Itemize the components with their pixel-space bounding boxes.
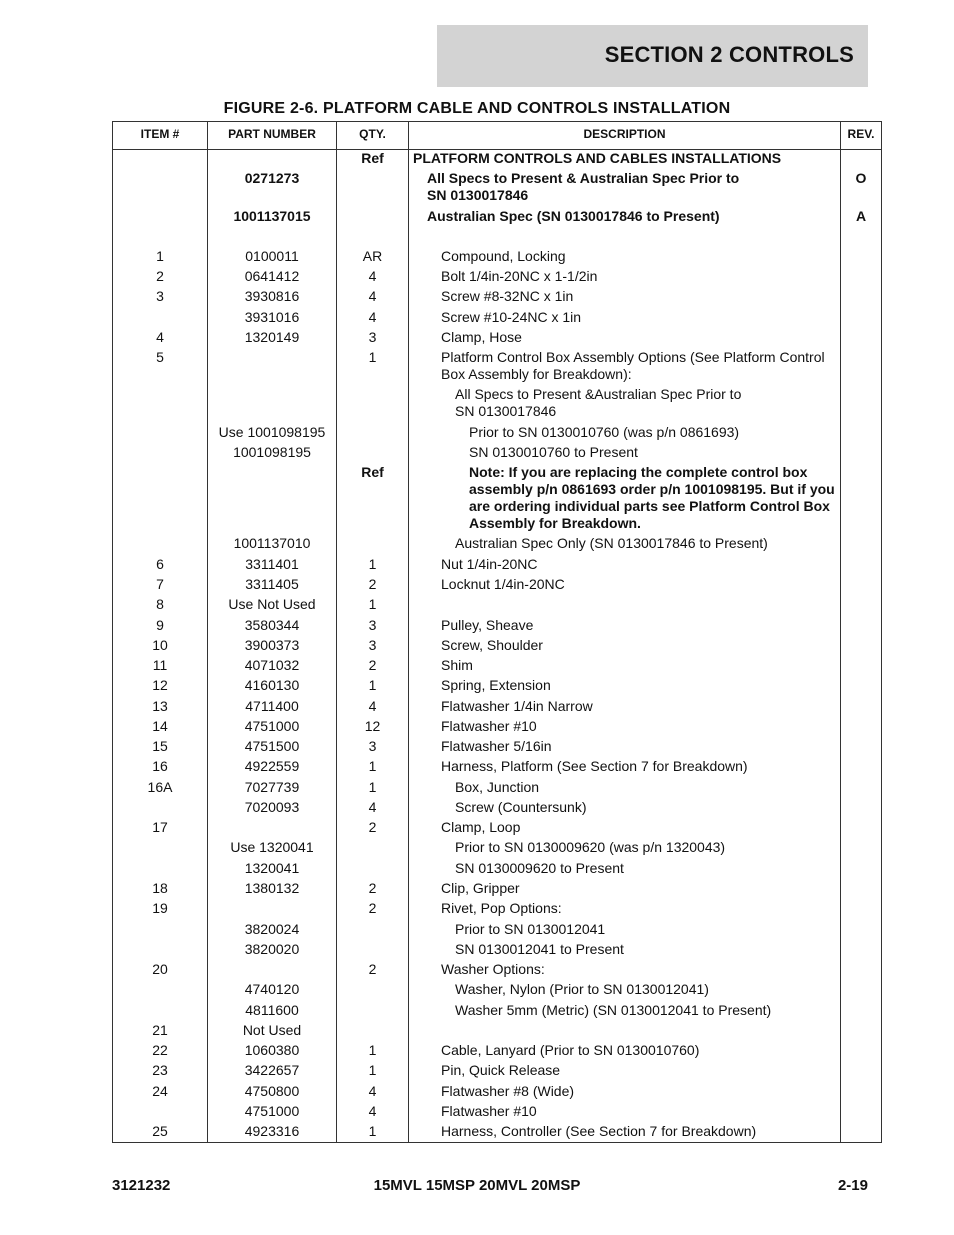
description-cell: Screw #8-32NC x 1in (441, 288, 574, 305)
qty-cell: 1 (368, 596, 377, 613)
part-number-cell: 0641412 (244, 268, 300, 285)
qty-cell: 4 (368, 697, 377, 714)
description-cell: Washer, Nylon (Prior to SN 0130012041) (455, 981, 709, 998)
item-number-cell: 17 (152, 819, 168, 836)
description-cell: Nut 1/4in-20NC (441, 555, 538, 572)
table-row (113, 329, 881, 349)
table-row (113, 464, 881, 535)
table-row (113, 1062, 881, 1082)
part-number-cell: 4751000 (244, 1102, 300, 1119)
description-cell: Australian Spec (SN 0130017846 to Present) (427, 207, 720, 224)
table-row (113, 1022, 881, 1042)
description-cell: All Specs to Present & Australian Spec Prior to SN 0130017846 (427, 170, 740, 204)
section-title: SECTION 2 CONTROLS (604, 42, 854, 67)
column-header-rev: REV. (847, 127, 875, 141)
description-cell: Clip, Gripper (441, 879, 520, 896)
table-row (113, 718, 881, 738)
description-cell: SN 0130010760 to Present (469, 443, 638, 460)
table-row (113, 349, 881, 386)
item-number-cell: 3 (156, 288, 164, 305)
description-cell: SN 0130009620 to Present (455, 859, 624, 876)
qty-cell: 1 (368, 677, 377, 694)
description-cell: Shim (441, 657, 473, 674)
qty-cell: 2 (368, 900, 377, 917)
table-row (113, 424, 881, 444)
description-cell: Rivet, Pop Options: (441, 900, 562, 917)
table-row (113, 921, 881, 941)
description-cell: Spring, Extension (441, 677, 551, 694)
table-row (113, 556, 881, 576)
part-number-cell: 1380132 (244, 879, 300, 896)
part-number-cell: 4923316 (244, 1123, 300, 1140)
item-number-cell: 20 (152, 961, 168, 978)
part-number-cell: 3931016 (244, 308, 300, 325)
part-number-cell: 1320041 (244, 859, 300, 876)
item-number-cell: 6 (156, 555, 164, 572)
part-number-cell: 3930816 (244, 288, 300, 305)
description-cell: Screw, Shoulder (441, 636, 543, 653)
qty-cell: 4 (368, 798, 377, 815)
column-header-item: ITEM # (140, 127, 180, 141)
description-cell: Harness, Platform (See Section 7 for Breakdown) (441, 758, 748, 775)
table-row (113, 799, 881, 819)
table-row (113, 208, 881, 248)
part-number-cell: 7027739 (244, 778, 300, 795)
description-cell: Cable, Lanyard (Prior to SN 0130010760) (441, 1042, 700, 1059)
table-row (113, 150, 881, 170)
table-row (113, 880, 881, 900)
table-row (113, 1123, 881, 1143)
table-row (113, 981, 881, 1001)
parts-table (112, 121, 882, 1143)
section-header-bar (437, 25, 868, 87)
description-cell: Harness, Controller (See Section 7 for Breakdown) (441, 1123, 757, 1140)
description-cell: Clamp, Hose (441, 328, 522, 345)
column-header-qty: QTY. (359, 127, 386, 141)
part-number-cell: 4740120 (244, 981, 300, 998)
description-cell: Prior to SN 0130012041 (455, 920, 606, 937)
qty-cell: 4 (368, 1102, 377, 1119)
description-cell: Screw #10-24NC x 1in (441, 308, 582, 325)
part-number-cell: 3311401 (245, 555, 299, 572)
item-number-cell: 25 (152, 1123, 168, 1140)
description-cell: Compound, Locking (441, 247, 566, 264)
part-number-cell: 0271273 (244, 170, 300, 187)
part-number-cell: 3820024 (244, 920, 300, 937)
qty-cell: 1 (368, 1042, 377, 1059)
part-number-cell: 4711400 (245, 697, 299, 714)
description-cell: Washer Options: (441, 961, 545, 978)
table-row (113, 535, 881, 555)
item-number-cell: 16 (152, 758, 168, 775)
item-number-cell: 7 (156, 575, 164, 592)
description-cell: Flatwasher 5/16in (441, 738, 552, 755)
table-row (113, 1042, 881, 1062)
part-number-cell: 1001098195 (233, 443, 311, 460)
part-number-cell: Use 1320041 (230, 839, 314, 856)
item-number-cell: 16A (147, 778, 173, 795)
footer-manual-number: 3121232 (112, 1177, 171, 1194)
table-row (113, 617, 881, 637)
part-number-cell: 0100011 (245, 247, 299, 264)
part-number-cell: Use 1001098195 (218, 423, 326, 440)
rev-cell: A (855, 207, 867, 224)
description-cell: Prior to SN 0130009620 (was p/n 1320043) (455, 839, 726, 856)
table-row (113, 288, 881, 308)
table-row (113, 637, 881, 657)
item-number-cell: 23 (152, 1062, 168, 1079)
description-cell: PLATFORM CONTROLS AND CABLES INSTALLATIONS (413, 150, 782, 166)
item-number-cell: 19 (152, 900, 168, 917)
part-number-cell: 1320149 (244, 328, 300, 345)
description-cell: Flatwasher #8 (Wide) (441, 1082, 575, 1099)
description-cell: Pulley, Sheave (441, 616, 534, 633)
qty-cell: 1 (368, 555, 377, 572)
part-number-cell: 1060380 (244, 1042, 300, 1059)
table-row (113, 1083, 881, 1103)
description-cell: Washer 5mm (Metric) (SN 0130012041 to Present) (455, 1001, 772, 1018)
part-number-cell: 1001137010 (233, 535, 311, 552)
description-cell: Pin, Quick Release (441, 1062, 561, 1079)
item-number-cell: 24 (152, 1082, 168, 1099)
figure-title: FIGURE 2-6. PLATFORM CABLE AND CONTROLS INSTALLATION (223, 100, 731, 117)
item-number-cell: 12 (152, 677, 168, 694)
qty-cell: 2 (368, 819, 377, 836)
qty-cell: 3 (368, 328, 377, 345)
table-row (113, 860, 881, 880)
part-number-cell: 3422657 (244, 1062, 300, 1079)
qty-cell: 3 (368, 616, 377, 633)
description-cell: Clamp, Loop (441, 819, 521, 836)
item-number-cell: 8 (156, 596, 164, 613)
table-row (113, 596, 881, 616)
table-row (113, 961, 881, 981)
column-header-part-number: PART NUMBER (228, 127, 316, 141)
table-row (113, 819, 881, 839)
description-cell: Box, Junction (455, 778, 540, 795)
item-number-cell: 22 (152, 1042, 168, 1059)
part-number-cell: 3900373 (244, 636, 300, 653)
qty-cell: Ref (361, 464, 384, 481)
item-number-cell: 11 (152, 657, 168, 674)
description-cell: SN 0130012041 to Present (455, 940, 624, 957)
item-number-cell: 1 (156, 247, 164, 264)
part-number-cell: 4751000 (244, 717, 300, 734)
item-number-cell: 18 (152, 879, 168, 896)
item-number-cell: 5 (156, 349, 164, 366)
qty-cell: 4 (368, 1082, 377, 1099)
part-number-cell: 7020093 (244, 798, 300, 815)
description-cell: Bolt 1/4in-20NC x 1-1/2in (441, 268, 598, 285)
part-number-cell: 4071032 (244, 657, 300, 674)
table-row (113, 1103, 881, 1123)
description-cell: Screw (Countersunk) (455, 798, 587, 815)
qty-cell: 2 (368, 879, 377, 896)
table-row (113, 698, 881, 718)
qty-cell: 4 (368, 308, 377, 325)
item-number-cell: 9 (156, 616, 164, 633)
item-number-cell: 4 (156, 328, 164, 345)
qty-cell: 1 (368, 349, 377, 366)
part-number-cell: Use Not Used (228, 596, 316, 613)
part-number-cell: 3580344 (244, 616, 300, 633)
qty-cell: 1 (368, 1062, 377, 1079)
part-number-cell: 1001137015 (233, 207, 311, 224)
qty-cell: 3 (368, 636, 377, 653)
part-number-cell: 3311405 (245, 575, 299, 592)
item-number-cell: 13 (152, 697, 168, 714)
table-row (113, 309, 881, 329)
rev-cell: O (855, 170, 867, 187)
qty-cell: 2 (368, 575, 377, 592)
qty-cell: Ref (361, 150, 384, 166)
description-cell: Flatwasher #10 (441, 1102, 537, 1119)
qty-cell: 3 (368, 738, 377, 755)
description-cell: Flatwasher #10 (441, 717, 537, 734)
qty-cell: AR (362, 247, 383, 264)
table-row (113, 444, 881, 464)
description-cell: Note: If you are replacing the complete control box assembly p/n 0861693 order p/n 1001098195. But if you are ordering individual parts see Platform Control Box Assembly for Breakdown. (469, 464, 835, 532)
part-number-cell: 4922559 (244, 758, 300, 775)
table-row (113, 779, 881, 799)
part-number-cell: 4750800 (244, 1082, 300, 1099)
table-row (113, 839, 881, 859)
part-number-cell: 4751500 (244, 738, 300, 755)
item-number-cell: 15 (152, 738, 168, 755)
table-row (113, 657, 881, 677)
item-number-cell: 10 (152, 636, 168, 653)
qty-cell: 4 (368, 288, 377, 305)
qty-cell: 2 (368, 961, 377, 978)
table-row (113, 170, 881, 207)
table-body (113, 150, 881, 1143)
part-number-cell: 4811600 (245, 1001, 299, 1018)
description-cell: Flatwasher 1/4in Narrow (441, 697, 593, 714)
table-row (113, 268, 881, 288)
column-header-description: DESCRIPTION (583, 127, 666, 141)
part-number-cell: 3820020 (244, 940, 300, 957)
description-cell: Platform Control Box Assembly Options (See Platform Control Box Assembly for Breakdown): (441, 349, 825, 383)
qty-cell: 2 (368, 657, 377, 674)
footer-models: 15MVL 15MSP 20MVL 20MSP (373, 1177, 581, 1194)
description-cell: Locknut 1/4in-20NC (441, 575, 565, 592)
table-row (113, 386, 881, 423)
qty-cell: 12 (364, 717, 381, 734)
qty-cell: 1 (368, 758, 377, 775)
table-row (113, 1002, 881, 1022)
table-row (113, 900, 881, 920)
table-row (113, 677, 881, 697)
qty-cell: 1 (368, 1123, 377, 1140)
description-cell: Prior to SN 0130010760 (was p/n 0861693) (469, 423, 740, 440)
table-row (113, 941, 881, 961)
description-cell: Australian Spec Only (SN 0130017846 to Present) (455, 535, 768, 552)
table-row (113, 576, 881, 596)
qty-cell: 1 (368, 778, 377, 795)
footer-page-number: 2-19 (837, 1177, 868, 1194)
part-number-cell: 4160130 (244, 677, 300, 694)
item-number-cell: 2 (156, 268, 164, 285)
description-cell: All Specs to Present &Australian Spec Prior to SN 0130017846 (455, 386, 742, 420)
table-row (113, 738, 881, 758)
qty-cell: 4 (368, 268, 377, 285)
table-row (113, 248, 881, 268)
item-number-cell: 14 (152, 717, 168, 734)
part-number-cell: Not Used (242, 1021, 302, 1038)
table-row (113, 758, 881, 778)
item-number-cell: 21 (152, 1021, 168, 1038)
